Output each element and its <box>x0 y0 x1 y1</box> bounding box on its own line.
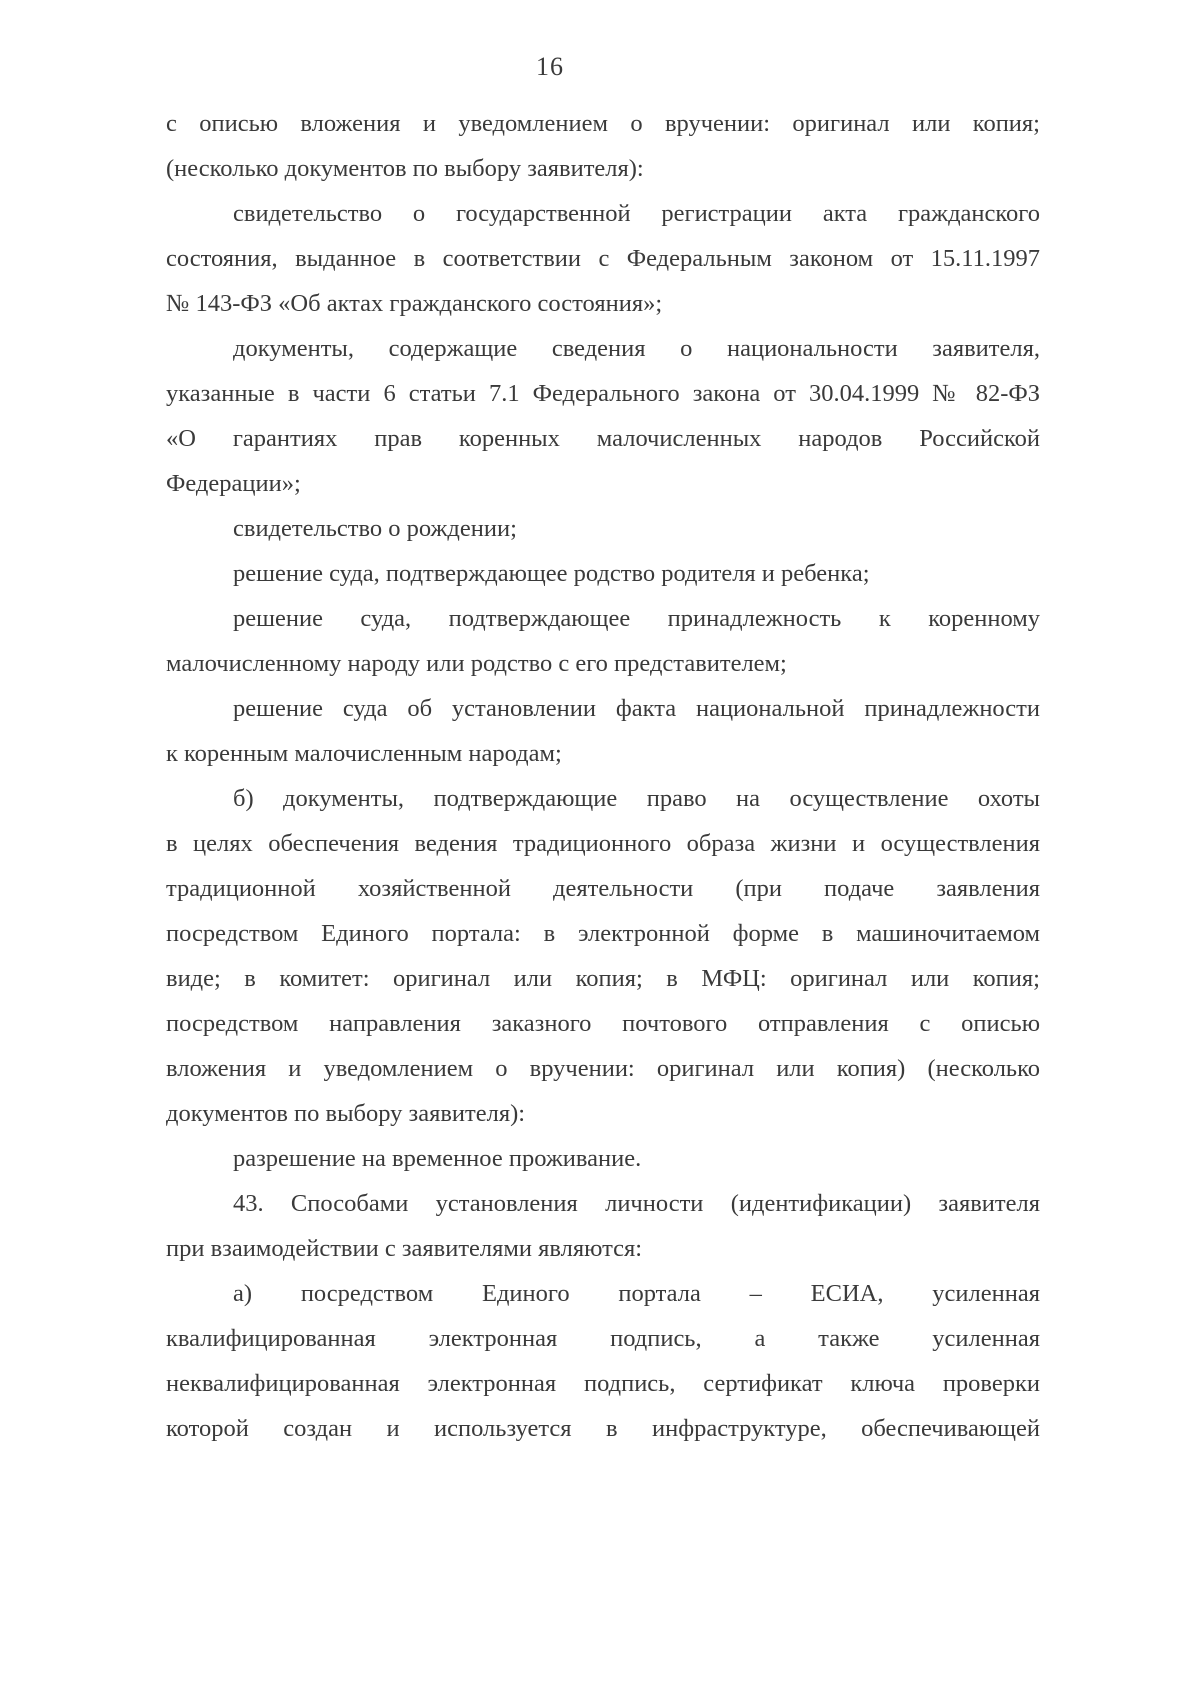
document-body <box>166 101 1040 1451</box>
text-line: решение суда об установлении факта национальной принадлежности <box>233 695 1040 722</box>
text-line: состояния, выданное в соответствии с Федеральным законом от 15.11.1997 <box>166 245 1040 272</box>
paragraph <box>166 686 1040 776</box>
paragraph <box>166 326 1040 506</box>
text-line: традиционной хозяйственной деятельности (при подаче заявления <box>166 875 1040 902</box>
text-line: неквалифицированная электронная подпись, сертификат ключа проверки <box>166 1370 1040 1397</box>
text-line: № 143-ФЗ «Об актах гражданского состояния»; <box>166 290 663 317</box>
text-line: квалифицированная электронная подпись, а также усиленная <box>166 1325 1040 1352</box>
text-line: малочисленному народу или родство с его представителем; <box>166 650 787 677</box>
paragraph <box>166 506 1040 551</box>
text-line: «О гарантиях прав коренных малочисленных народов Российской <box>166 425 1040 452</box>
text-line: документов по выбору заявителя): <box>166 1100 526 1127</box>
text-line: при взаимодействии с заявителями являются: <box>166 1235 643 1262</box>
text-line: посредством Единого портала: в электронной форме в машиночитаемом <box>166 920 1040 947</box>
paragraph <box>166 191 1040 326</box>
text-line: с описью вложения и уведомлением о вручении: оригинал или копия; <box>166 110 1040 137</box>
text-line: посредством направления заказного почтового отправления с описью <box>166 1010 1040 1037</box>
paragraph <box>166 551 1040 596</box>
paragraph <box>166 101 1040 191</box>
text-line: (несколько документов по выбору заявителя): <box>166 155 644 182</box>
paragraph <box>166 1136 1040 1181</box>
text-line: документы, содержащие сведения о национальности заявителя, <box>233 335 1040 362</box>
text-line: которой создан и используется в инфраструктуре, обеспечивающей <box>166 1415 1040 1442</box>
text-line: решение суда, подтверждающее принадлежность к коренному <box>233 605 1040 632</box>
text-line: вложения и уведомлением о вручении: оригинал или копия) (несколько <box>166 1055 1040 1082</box>
text-line: 43. Способами установления личности (идентификации) заявителя <box>233 1190 1040 1217</box>
text-line: к коренным малочисленным народам; <box>166 740 562 767</box>
page-number: 16 <box>536 52 564 81</box>
text-line: решение суда, подтверждающее родство родителя и ребенка; <box>233 560 870 587</box>
text-line: в целях обеспечения ведения традиционного образа жизни и осуществления <box>166 830 1040 857</box>
text-line: свидетельство о государственной регистрации акта гражданского <box>233 200 1040 227</box>
text-line: свидетельство о рождении; <box>233 515 517 542</box>
paragraph <box>166 1181 1040 1271</box>
text-line: Федерации»; <box>166 470 301 497</box>
text-line: б) документы, подтверждающие право на осуществление охоты <box>233 785 1040 812</box>
text-line: указанные в части 6 статьи 7.1 Федерального закона от 30.04.1999 № 82-ФЗ <box>166 380 1040 407</box>
paragraph <box>166 1271 1040 1451</box>
text-line: разрешение на временное проживание. <box>233 1145 642 1172</box>
paragraph <box>166 596 1040 686</box>
paragraph <box>166 776 1040 1136</box>
text-line: а) посредством Единого портала – ЕСИА, усиленная <box>233 1280 1040 1307</box>
text-line: виде; в комитет: оригинал или копия; в МФЦ: оригинал или копия; <box>166 965 1040 992</box>
